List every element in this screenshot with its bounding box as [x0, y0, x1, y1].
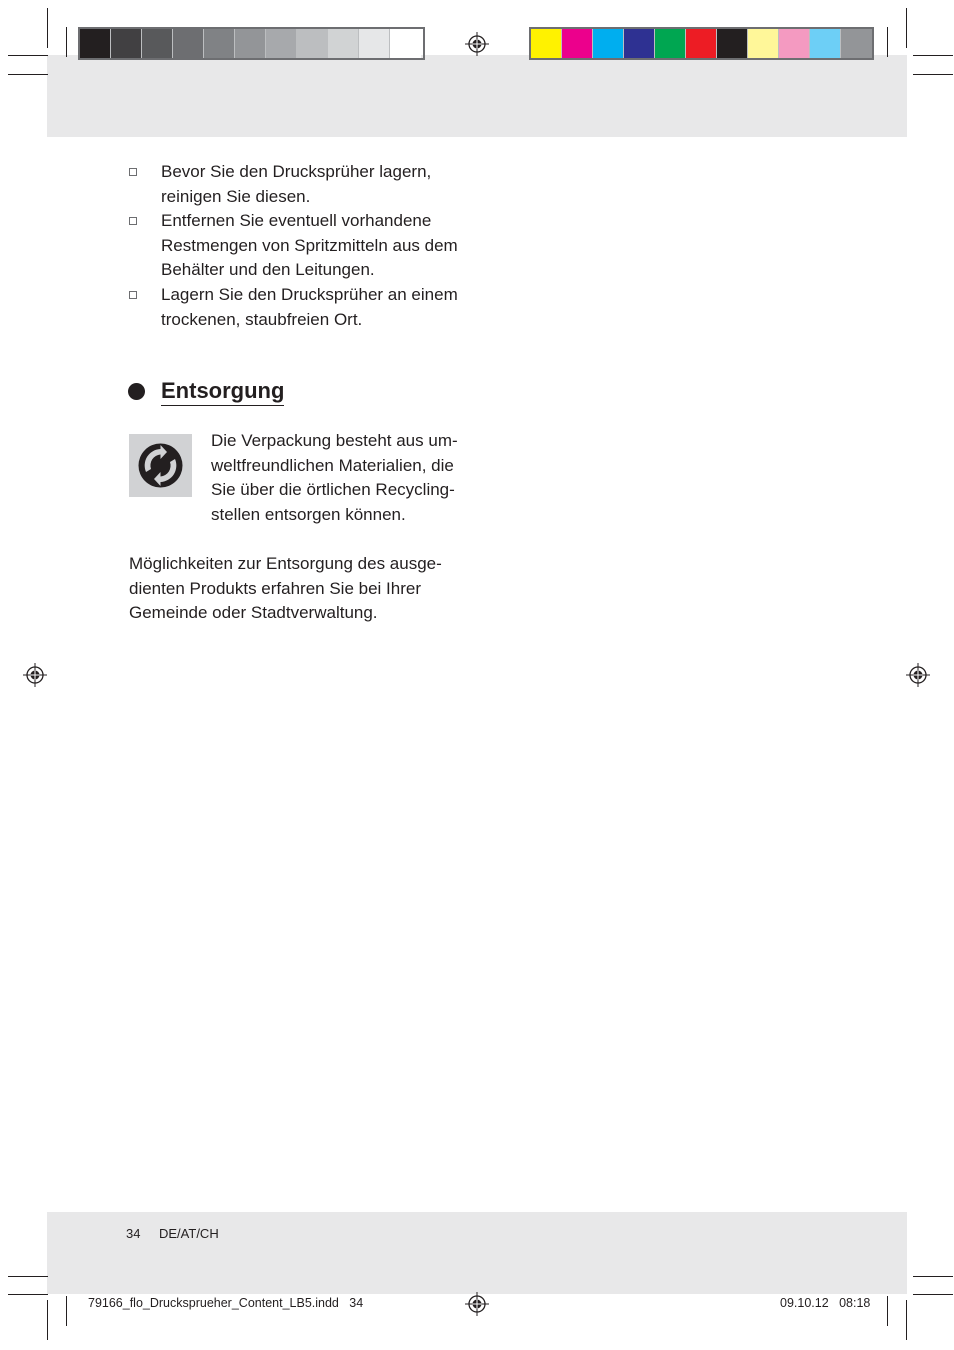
green-dot-recycling-icon: [129, 434, 192, 497]
checkbox-bullet-icon: [129, 217, 137, 225]
grayscale-control-bar: [78, 27, 425, 60]
gray-swatch: [204, 29, 235, 58]
color-swatch: [841, 29, 872, 58]
checkbox-bullet-icon: [129, 291, 137, 299]
color-swatch: [810, 29, 841, 58]
gray-swatch: [328, 29, 359, 58]
header-band: [47, 55, 907, 137]
color-swatch: [593, 29, 624, 58]
list-item-text: Bevor Sie den Drucksprüher lagern, reinigen Sie diesen.: [161, 162, 432, 206]
slug-filename: 79166_flo_Drucksprueher_Content_LB5.indd 34: [88, 1296, 364, 1310]
disposal-text: Möglichkeiten zur Entsorgung des ausge-dienten Produkts erfahren Sie bei Ihrer Gemeinde oder Stadtverwaltung.: [129, 554, 442, 622]
gray-swatch: [359, 29, 390, 58]
color-swatch: [717, 29, 748, 58]
color-swatch: [624, 29, 655, 58]
locale-label: DE/AT/CH: [159, 1226, 219, 1241]
gray-swatch: [390, 29, 421, 58]
section-bullet-icon: [128, 383, 145, 400]
section-title: Entsorgung: [161, 377, 284, 406]
gray-swatch: [173, 29, 204, 58]
gray-swatch: [80, 29, 111, 58]
list-item-text: Entfernen Sie eventuell vorhandene Restmengen von Spritzmitteln aus dem Behälter und den Leitungen.: [161, 211, 458, 279]
color-swatch: [562, 29, 593, 58]
color-swatch: [655, 29, 686, 58]
slug-date: 09.10.12 08:18: [780, 1296, 871, 1310]
registration-mark-icon: [465, 32, 489, 56]
color-swatch: [748, 29, 779, 58]
color-control-bar: [529, 27, 874, 60]
gray-swatch: [297, 29, 328, 58]
checkbox-bullet-icon: [129, 168, 137, 176]
footer-band: [47, 1212, 907, 1294]
gray-swatch: [142, 29, 173, 58]
color-swatch: [531, 29, 562, 58]
gray-swatch: [266, 29, 297, 58]
registration-mark-icon: [23, 663, 47, 687]
registration-mark-icon: [465, 1292, 489, 1316]
registration-mark-icon: [906, 663, 930, 687]
packaging-text: Die Verpackung besteht aus um-weltfreundlichen Materialien, die Sie über die örtlichen Recycling-stellen entsorgen können.: [211, 431, 458, 524]
list-item-text: Lagern Sie den Drucksprüher an einem trockenen, staubfreien Ort.: [161, 285, 458, 329]
gray-swatch: [235, 29, 266, 58]
color-swatch: [686, 29, 717, 58]
color-swatch: [779, 29, 810, 58]
page-number: 34: [126, 1226, 141, 1241]
gray-swatch: [111, 29, 142, 58]
